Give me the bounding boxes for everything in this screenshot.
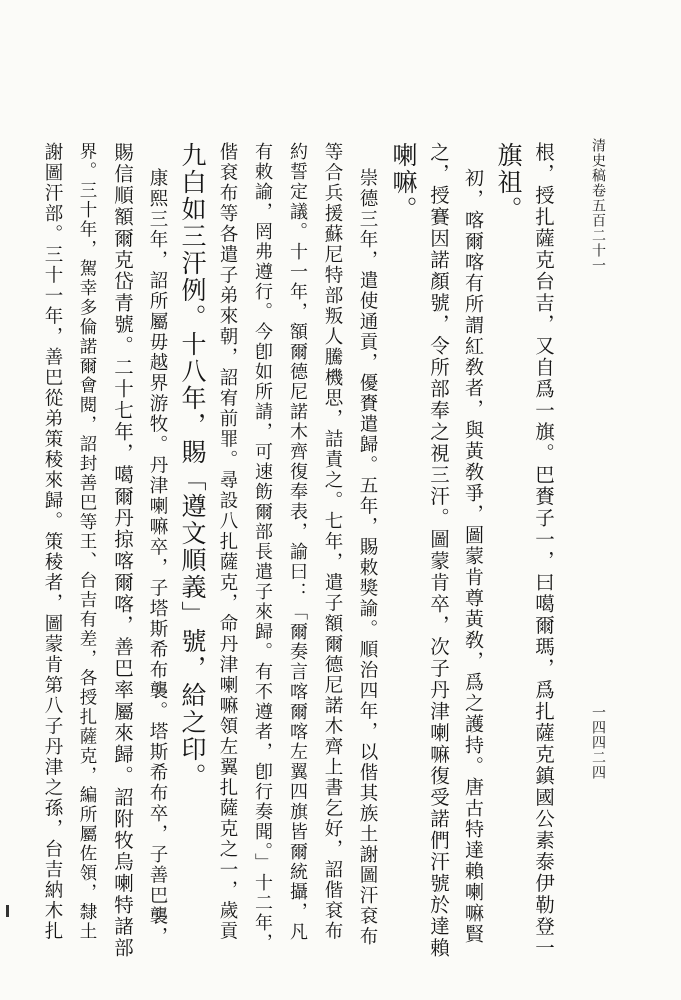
text-column-11: 九白如三汗例。十八年，賜「遵文順義」號，給之印。 [178,142,207,790]
text-column-13: 賜信順額爾克岱青號。二十七年，噶爾丹掠喀爾喀，善巴率屬來歸。詔附牧烏喇特諸部 [111,142,134,959]
scan-mark [6,905,9,917]
text-column-5: 喇嘛。 [389,142,418,223]
text-column-8: 約誓定議。十一年，額爾德尼諾木齊復奉表，諭曰：「爾奏言喀爾喀左翼四旗皆爾統攝，凡 [287,142,308,942]
text-column-3: 初，喀爾喀有所謂紅敎者，與黃敎爭，圖蒙肯尊黃敎，爲之護持。唐古特達賴喇嘛賢 [462,168,484,945]
text-column-10: 偕袞布等各遣子弟來朝，詔宥前罪。尋設八扎薩克，命丹津喇嘛領左翼扎薩克之一，歲貢 [217,142,238,942]
text-column-14: 界。三十年，駕幸多倫諾爾會閱，詔封善巴等王、台吉有差，各授扎薩克，編所屬佐領，隸土 [77,142,97,942]
text-column-7: 等合兵援蘇尼特部叛人騰機思，詰責之。七年，遣子額爾德尼諾木齊上書乞好，詔偕袞布 [322,142,343,942]
text-column-2: 旗祖。 [494,142,523,223]
text-column-9: 有敕諭，罔弗遵行。今卽如所請，可速飭爾部長遣子來歸。有不遵者，卽行奏聞。」十二年， [252,142,273,953]
page-number: 一四四二四 [590,705,606,780]
text-column-15: 謝圖汗部。三十一年，善巴從弟策稜來歸。策稜者，圖蒙肯第八子丹津之孫，台吉納木扎 [42,142,63,942]
text-column-1: 根，授扎薩克台吉，又自爲一旗。巴賚子一，曰噶爾瑪，爲扎薩克鎮國公素泰伊勒登一 [532,142,555,959]
text-column-12: 康熙三年，詔所屬毋越界游牧。丹津喇嘛卒，子塔斯希布襲。塔斯希布卒，子善巴襲， [147,168,168,947]
text-column-4: 之，授賽因諾顏號，令所部奉之視三汗。圖蒙肯卒，次子丹津喇嘛復受諾們汗號於達賴 [427,142,450,959]
text-column-6: 崇德三年，遣使通貢，優賚遣歸。五年，賜敕獎諭。順治四年，以偕其族土謝圖汗袞布 [357,168,378,947]
running-title: 清史稿卷五百二十一 [590,138,606,273]
